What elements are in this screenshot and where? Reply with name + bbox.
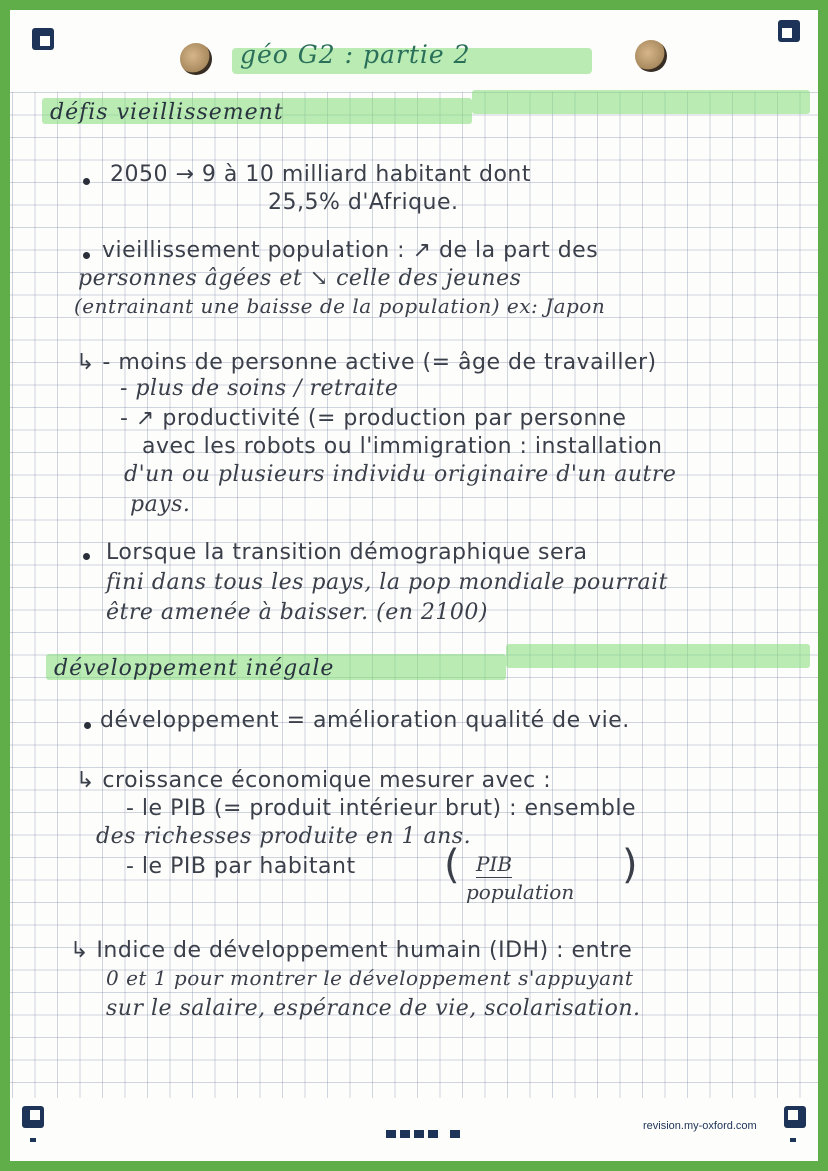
section-heading: défis vieillissement	[50, 100, 284, 125]
footer-bars	[386, 1123, 464, 1142]
bullet	[83, 252, 90, 259]
note-line: 2050 → 9 à 10 milliard habitant dont	[110, 162, 532, 187]
note-line: sur le salaire, espérance de vie, scolarisation.	[106, 996, 641, 1021]
section-highlight-extension	[472, 90, 810, 114]
note-line: personnes âgées et ↘ celle des jeunes	[78, 266, 522, 291]
fraction-open-paren: (	[444, 842, 460, 888]
page-title: géo G2 : partie 2	[240, 40, 471, 69]
section-heading: développement inégale	[54, 656, 335, 681]
binder-hole-right	[635, 40, 667, 72]
note-line: ↳ Indice de développement humain (IDH) : entre	[70, 938, 633, 963]
corner-mark-bottom-right	[784, 1106, 806, 1128]
fraction-close-paren: )	[622, 842, 638, 888]
note-line: pays.	[130, 492, 191, 517]
note-line: développement = amélioration qualité de vie.	[100, 708, 630, 733]
binder-hole-left	[180, 43, 212, 75]
note-line: - le PIB (= produit intérieur brut) : ensemble	[126, 796, 637, 821]
note-line: 25,5% d'Afrique.	[268, 190, 459, 215]
fraction-numerator: PIB	[476, 852, 513, 876]
note-line: (entrainant une baisse de la population) ex: Japon	[74, 294, 606, 318]
corner-tick-bottom-left	[30, 1138, 36, 1142]
corner-mark-bottom-left	[22, 1106, 44, 1128]
bullet	[84, 722, 91, 729]
note-line: - le PIB par habitant	[126, 854, 356, 879]
note-line: Lorsque la transition démographique sera	[106, 540, 588, 565]
bullet	[83, 178, 90, 185]
note-line: vieillissement population : ↗ de la part des	[102, 238, 599, 263]
corner-mark-top-left	[32, 28, 54, 50]
note-line: des richesses produite en 1 ans.	[96, 824, 472, 849]
notebook-page	[10, 10, 818, 1161]
note-line: - plus de soins / retraite	[120, 376, 399, 401]
section-highlight-extension	[506, 644, 810, 668]
bullet	[83, 553, 90, 560]
note-line: ↳ - moins de personne active (= âge de travailler)	[76, 350, 657, 375]
note-line: avec les robots ou l'immigration : installation	[142, 434, 663, 459]
note-line: ↳ croissance économique mesurer avec :	[76, 768, 552, 793]
fraction-denominator: population	[466, 880, 575, 904]
note-line: - ↗ productivité (= production par personne	[120, 406, 627, 431]
corner-tick-bottom-right	[790, 1138, 796, 1142]
note-line: être amenée à baisser. (en 2100)	[106, 600, 488, 625]
corner-mark-top-right	[778, 20, 800, 42]
note-line: fini dans tous les pays, la pop mondiale pourrait	[106, 570, 668, 595]
note-line: 0 et 1 pour montrer le développement s'appuyant	[106, 966, 634, 990]
footer-url: revision.my-oxford.com	[643, 1120, 757, 1132]
note-line: d'un ou plusieurs individu originaire d'un autre	[124, 462, 677, 487]
